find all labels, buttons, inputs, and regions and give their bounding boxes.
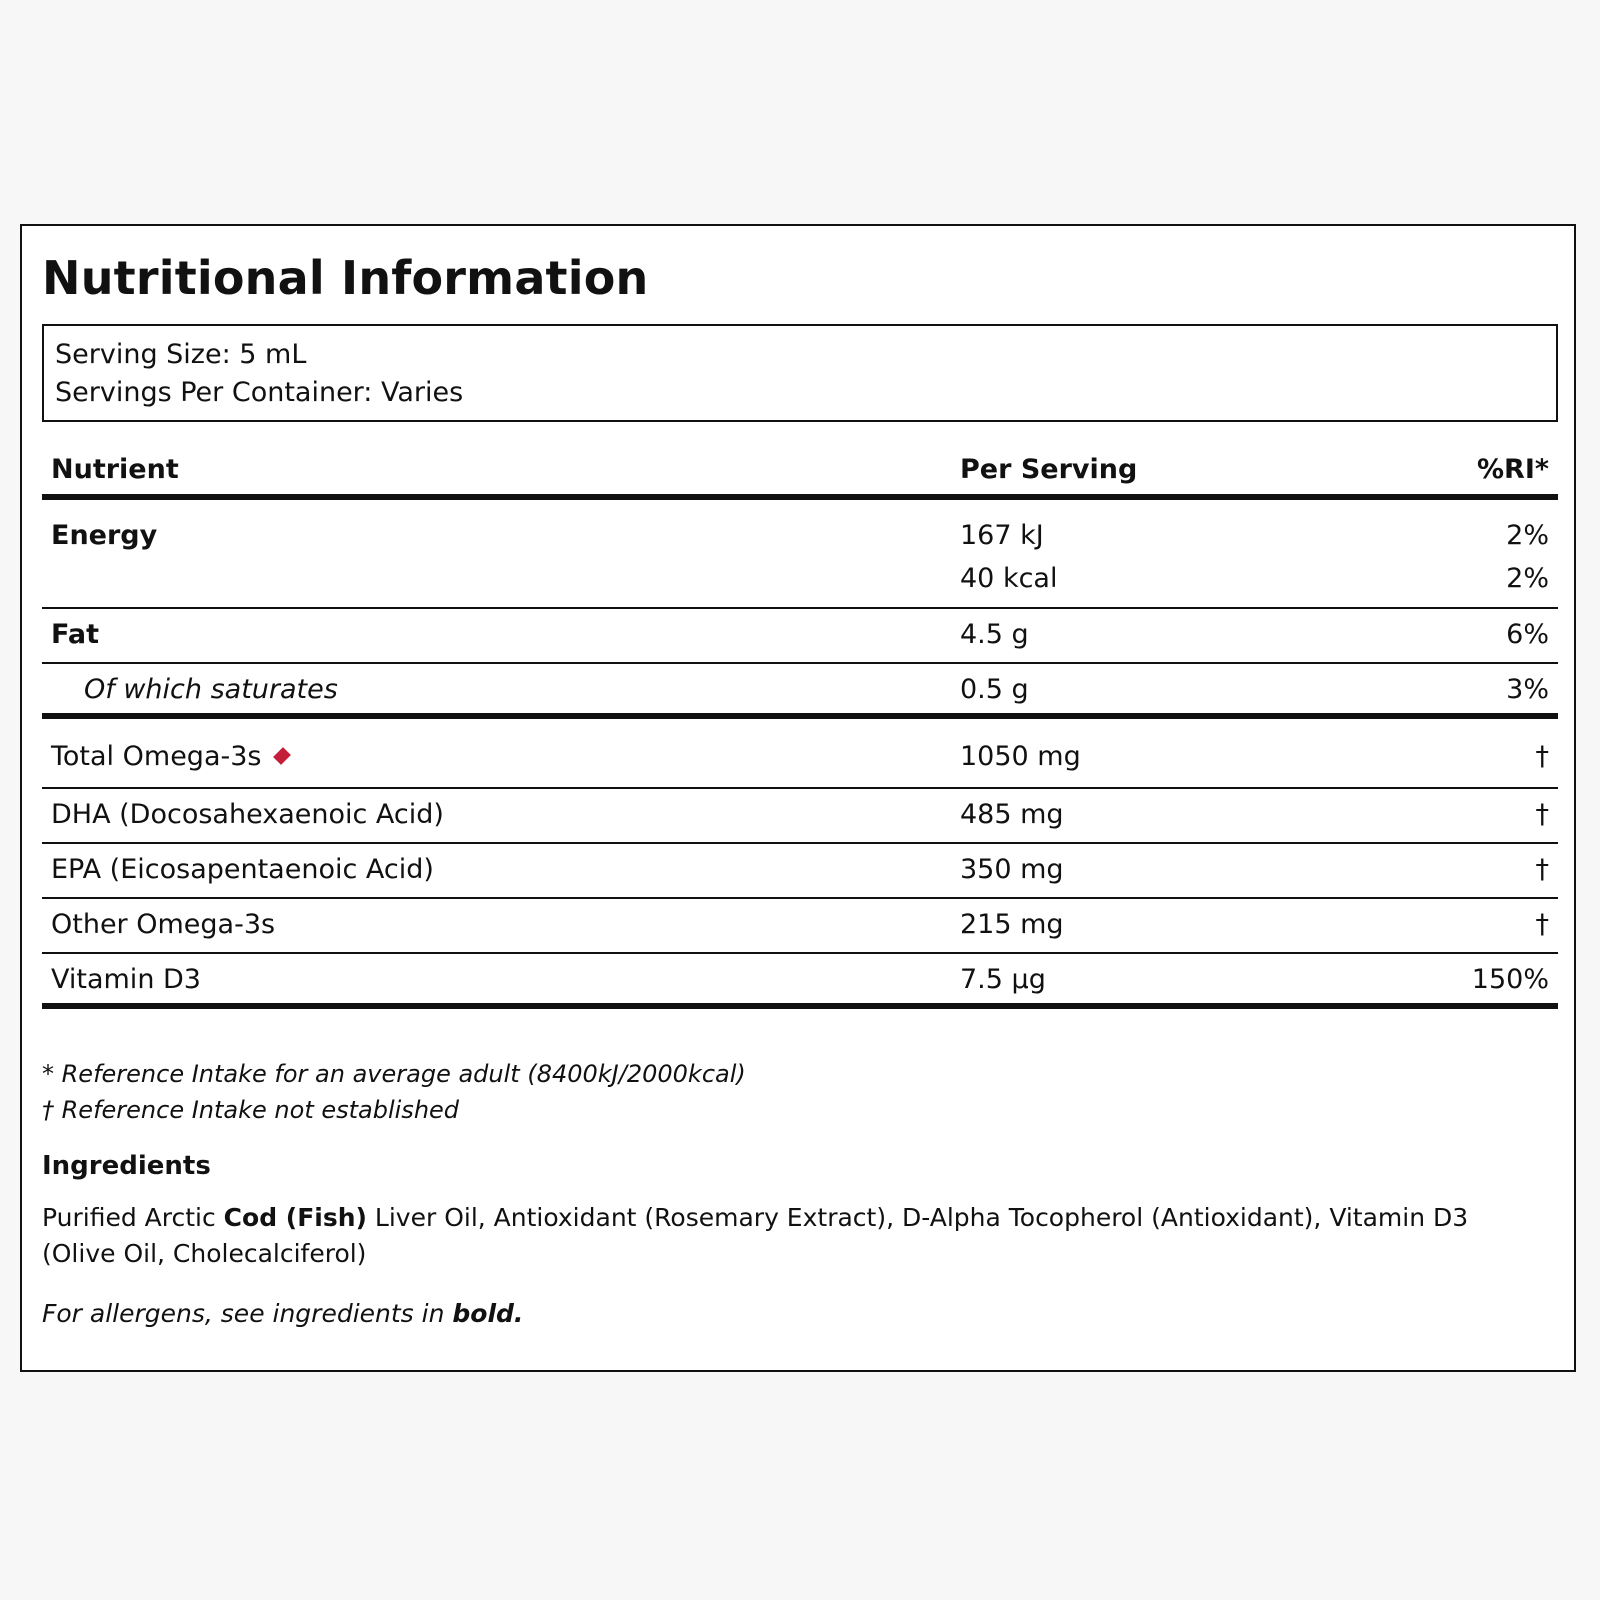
nutrient-ri: 2% — [1506, 563, 1549, 594]
nutrient-ri: † — [1535, 799, 1549, 830]
nutrient-name: EPA (Eicosapentaenoic Acid) — [51, 854, 434, 885]
ingredients-text — [42, 1200, 1542, 1272]
ingredients-heading: Ingredients — [42, 1151, 211, 1181]
footnotes — [42, 1056, 746, 1128]
table-row-fat — [42, 609, 1558, 664]
table-row-vitamin-d3 — [42, 954, 1558, 1009]
nutrient-name: Total Omega-3s — [51, 741, 262, 772]
nutrient-ri: † — [1535, 854, 1549, 885]
nutrient-name: DHA (Docosahexaenoic Acid) — [51, 799, 444, 830]
serving-size: Serving Size: 5 mL — [55, 339, 307, 370]
table-row-energy-kcal — [42, 554, 1558, 609]
serving-info-box — [42, 324, 1558, 422]
nutrient-value: 7.5 µg — [960, 964, 1046, 995]
nutrient-value: 4.5 g — [960, 619, 1029, 650]
nutrition-panel — [20, 224, 1576, 1372]
allergen-note-bold: bold. — [452, 1299, 524, 1328]
nutrient-name: Of which saturates — [84, 674, 338, 705]
allergen-note-prefix: For allergens, see ingredients in — [42, 1299, 453, 1328]
page-title: Nutritional Information — [42, 251, 649, 305]
servings-per-container: Servings Per Container: Varies — [55, 377, 464, 408]
nutrient-ri: 2% — [1506, 520, 1549, 551]
nutrient-ri: 3% — [1506, 674, 1549, 705]
table-row-other-omega — [42, 899, 1558, 954]
nutrient-value: 40 kcal — [960, 563, 1058, 594]
nutrient-ri: † — [1535, 741, 1549, 772]
header-nutrient: Nutrient — [51, 454, 179, 485]
footnote-ri: * Reference Intake for an average adult (8400kJ/2000kcal) — [42, 1060, 746, 1088]
table-row-energy-kj — [42, 500, 1558, 554]
nutrient-name-wrap — [51, 739, 289, 775]
table-row-total-omega — [42, 719, 1558, 789]
table-header — [42, 444, 1558, 500]
nutrient-value: 167 kJ — [960, 520, 1044, 551]
table-row-saturates — [42, 664, 1558, 719]
allergen-note — [42, 1296, 523, 1332]
nutrient-value: 1050 mg — [960, 741, 1081, 772]
nutrient-value: 0.5 g — [960, 674, 1029, 705]
ingredients-allergen: Cod (Fish) — [223, 1203, 367, 1232]
nutrient-ri: † — [1535, 909, 1549, 940]
table-row-epa — [42, 844, 1558, 899]
header-per-serving: Per Serving — [960, 454, 1138, 485]
footnote-dagger: † Reference Intake not established — [42, 1096, 460, 1124]
nutrient-name: Vitamin D3 — [51, 964, 201, 995]
nutrient-ri: 150% — [1471, 964, 1549, 995]
nutrient-name: Fat — [51, 619, 99, 650]
table-row-dha — [42, 789, 1558, 844]
diamond-icon — [274, 747, 292, 765]
nutrient-value: 485 mg — [960, 799, 1064, 830]
ingredients-part2: Liver Oil, Antioxidant (Rosemary Extract), D-Alpha Tocopherol (Antioxidant), Vitamin D3 (Olive Oil, Cholecalciferol) — [42, 1203, 1469, 1268]
nutrient-ri: 6% — [1506, 619, 1549, 650]
nutrient-name: Energy — [51, 520, 158, 551]
nutrient-value: 350 mg — [960, 854, 1064, 885]
nutrient-name: Other Omega-3s — [51, 909, 276, 940]
nutrition-table — [42, 444, 1558, 1009]
header-ri: %RI* — [1476, 454, 1549, 485]
nutrient-value: 215 mg — [960, 909, 1064, 940]
ingredients-part1: Purified Arctic — [42, 1203, 224, 1232]
